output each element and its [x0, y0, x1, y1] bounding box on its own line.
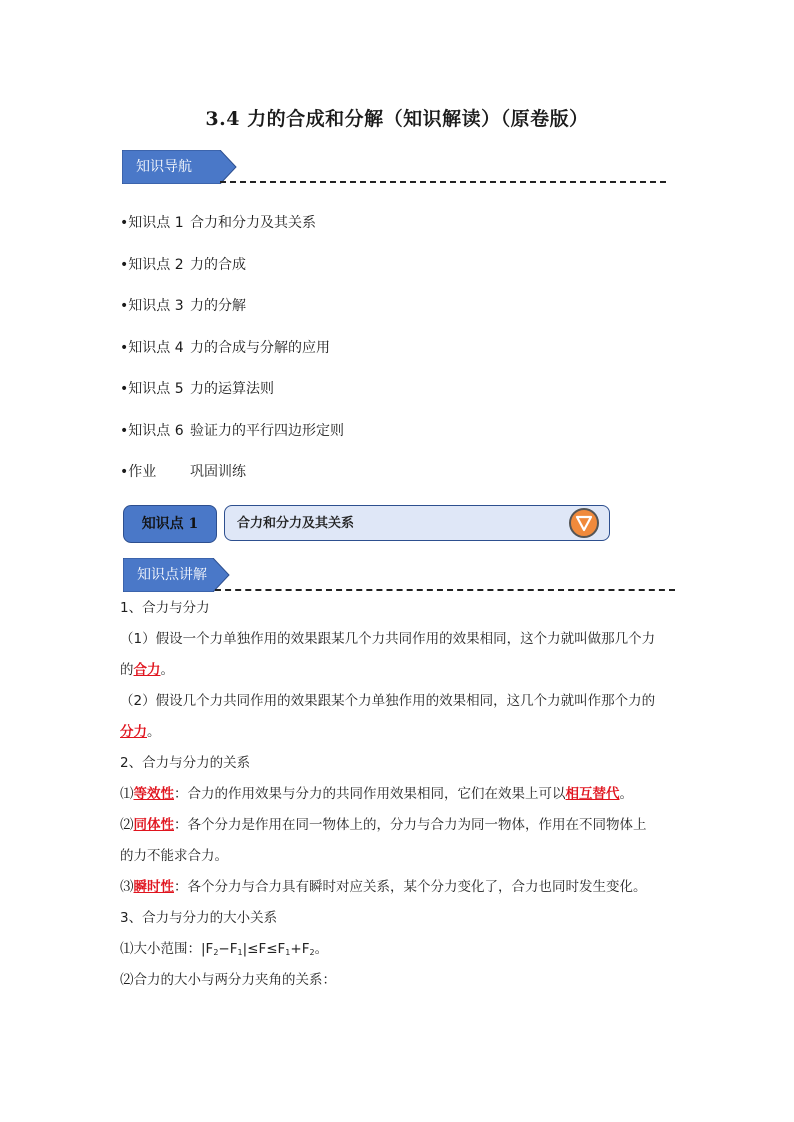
nav-item[interactable]: •知识点 4 力的合成与分解的应用 [120, 339, 330, 356]
keyword-resultant-force: 合力 [133, 662, 161, 678]
nav-item[interactable]: •知识点 5 力的运算法则 [120, 381, 274, 397]
explain-banner-tag [123, 558, 237, 592]
nav-item[interactable]: •知识点 6 验证力的平行四边形定则 [120, 422, 344, 439]
explain-banner-divider [215, 589, 675, 591]
nav-banner [122, 150, 666, 184]
paragraph-line: （1）假设一个力单独作用的效果跟某几个力共同作用的效果相同，这个力就叫做那几个力 [120, 631, 656, 647]
expand-toggle-icon[interactable] [569, 508, 599, 538]
keyword-instantaneity: 瞬时性 [133, 879, 174, 895]
explanation-content [120, 598, 680, 1001]
keyword-equivalence: 等效性 [133, 786, 174, 802]
explain-banner [123, 558, 675, 592]
nav-item[interactable]: •知识点 1 合力和分力及其关系 [120, 215, 316, 231]
knowledge-point-title[interactable] [224, 505, 610, 541]
paragraph-line: （2）假设几个力共同作用的效果跟某个力单独作用的效果相同，这几个力就叫作那个力的 [120, 693, 656, 709]
keyword-component-force: 分力 [120, 724, 147, 740]
nav-item[interactable]: •作业 巩固训练 [120, 464, 246, 480]
nav-banner-label: 知识导航 [136, 159, 192, 175]
section-heading: 3、合力与分力的大小关系 [120, 910, 278, 926]
nav-item[interactable]: •知识点 2 力的合成 [120, 256, 246, 273]
paragraph-line: 的合力。 [120, 662, 174, 678]
knowledge-point-title-text: 合力和分力及其关系 [237, 516, 355, 531]
paragraph-line: 的力不能求合力。 [120, 848, 228, 864]
paragraph-line: ⑵同体性：各个分力是作用在同一物体上的，分力与合力为同一物体，作用在不同物体上 [120, 817, 647, 833]
explain-banner-label: 知识点讲解 [137, 567, 207, 583]
section-heading: 2、合力与分力的关系 [120, 755, 251, 771]
formula-line: ⑴大小范围：$|F_2-F_1|\le F\le F_1+F_2$。 [120, 941, 329, 957]
triangle-down-icon [571, 510, 597, 536]
knowledge-point-badge: 知识点 1 [123, 505, 217, 543]
nav-banner-divider [220, 181, 666, 183]
section-heading: 1、合力与分力 [120, 600, 210, 616]
paragraph-line: ⑵合力的大小与两分力夹角的关系： [120, 972, 336, 988]
nav-item[interactable]: •知识点 3 力的分解 [120, 298, 246, 314]
paragraph-line: 分力。 [120, 724, 161, 740]
keyword-mutual-substitution: 相互替代 [565, 786, 620, 802]
paragraph-line: ⑴等效性：合力的作用效果与分力的共同作用效果相同，它们在效果上可以相互替代。 [120, 786, 633, 802]
nav-banner-tag [122, 150, 246, 184]
knowledge-point-header [123, 505, 613, 543]
page-title: 3.4 力的合成和分解（知识解读）（原卷版） [205, 108, 589, 130]
paragraph-line: ⑶瞬时性：各个分力与合力具有瞬时对应关系，某个分力变化了，合力也同时发生变化。 [120, 879, 647, 895]
keyword-same-body: 同体性 [133, 817, 174, 833]
knowledge-nav-list [120, 213, 344, 504]
